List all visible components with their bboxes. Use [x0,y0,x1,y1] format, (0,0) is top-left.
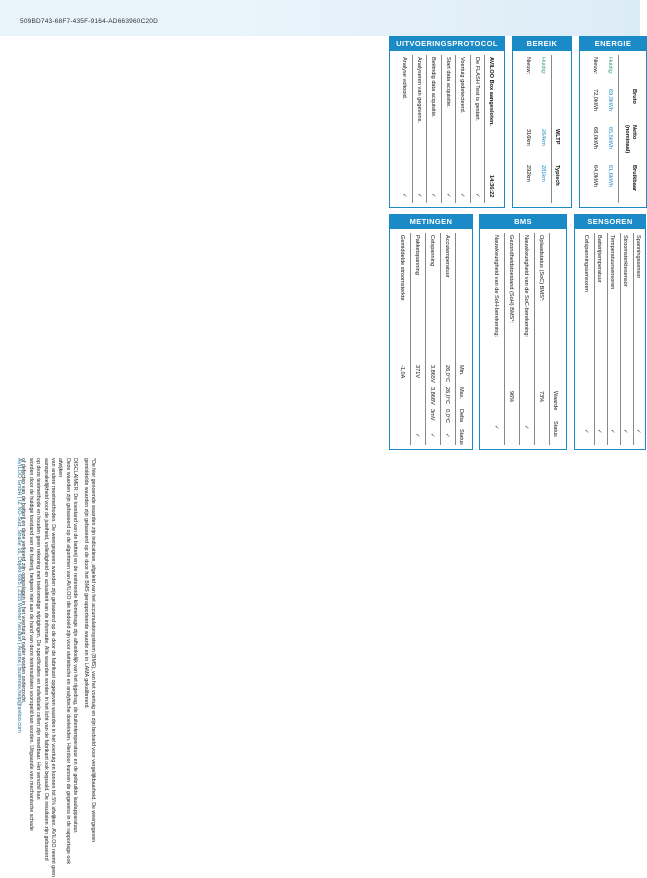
energie-row-label: Nieuw: [592,57,598,75]
footnote-block [19,458,96,878]
energie-row-label: Huidig: [607,57,613,75]
footnote-line: op deze testmethode en houden geen rekening met toekomstige wijzigingen. De specificaties en individuele cellen zijn meetbaar. Het verschil kan [35,458,42,800]
footnote-line: DISCLAIMER: De toestand van de batterij en de resterende kilometrage zijn afhankelijk van het rijgedrag, de buitentemperatuur en de gebruikte laadapparatuur. [72,458,79,834]
metingen-max-value: 3,868V [429,387,435,405]
protocol-step: Voertuig gedetecteerd. [459,57,465,114]
sensor-row-label: Temperatuursensoren [609,235,615,290]
panel-title-bereik: BEREIK [513,37,571,51]
metingen-header-status: Status [458,429,464,445]
footnote-line: worden door de huidige toestand van de batterij, hetgeen niet aan de hand van deze testresultaten voorspeld kan worden. Uitgaande van mechanische schade [27,458,34,831]
check-icon: ✓ [523,425,529,430]
check-icon: ✓ [473,193,480,198]
energie-bruto-value: 69,3kWh [607,89,613,112]
panel-title-metingen: METINGEN [390,215,472,229]
bms-header-waarde: Waarde [552,391,558,411]
bereik-row-label: Nieuw: [525,57,531,75]
row-divider [455,55,456,203]
metingen-min-value: 3,865V [429,365,435,383]
check-icon: ✓ [609,429,615,434]
energie-col-bruto: Bruto [631,89,637,104]
bms-value: 96% [508,391,514,403]
metingen-delta-value: 0,0°C [444,409,450,424]
metingen-min-value: -1,0A [399,365,405,379]
metingen-header-min: Min. [458,365,464,376]
check-icon: ✓ [493,425,499,430]
energie-netto-value: 65,5kWh [607,127,613,150]
energie-bruikbaar-value: 64,0kWh [592,165,598,188]
metingen-header-max: Max. [458,387,464,400]
bereik-col-wltp: WLTP [554,129,560,145]
footer-block [16,458,22,878]
energie-bruikbaar-value: 61,6kWh [607,165,613,188]
row-divider [594,233,595,445]
protocol-time: 14:36:22 [488,175,494,198]
check-icon: ✓ [401,193,407,198]
check-icon: ✓ [622,429,628,434]
row-divider [534,233,535,445]
check-icon: ✓ [596,429,602,434]
panel-uitvoeringsprotocol [389,36,505,208]
energie-netto-value: 68,0kWh [592,127,598,150]
row-divider [440,233,441,445]
energie-col-bruikbaar: Bruikbaar [631,165,637,192]
row-divider [607,233,608,445]
metingen-row-label: Celspanning [429,235,435,267]
document-id: 509BD743-68F7-435F-9164-AD663960C20D [20,18,159,25]
bereik-typisch-value: 281km [540,165,546,182]
check-icon: ✓ [429,433,435,438]
check-icon: ✓ [444,433,450,438]
bms-row-label: Nauwkeurigheid van de SoC-berekening: [523,235,529,337]
row-divider [633,233,634,445]
panel-sensoren [574,214,646,450]
sensor-row-label: Celspanningssensoren [583,235,589,292]
footer-contact: AVILOO GmbH | IZ NÖ-Süd, Straße 16, Objekt 69/5 | 2355 Wiener Neudorf | Austria | business.help@aviloo.com [16,458,22,733]
bms-value: 73% [538,391,544,403]
panel-title-bms: BMS [480,215,566,229]
row-divider [618,55,619,203]
footnote-line: of defecten van de batterij en deze verkeerd zijn opgeslagen in het voertuig of nader worden onderzocht. [20,458,27,704]
bereik-col-typisch: Typisch [554,165,560,186]
metingen-row-label: Pakketspanning [414,235,420,275]
row-divider [425,233,426,445]
check-icon: ✓ [414,433,420,438]
protocol-step: De FLASH Test is gestart. [473,57,480,122]
panel-metingen [389,214,473,450]
energie-bruto-value: 72,0kWh [592,89,598,112]
bereik-wltp-value: 316km [525,129,531,146]
row-divider [455,233,456,445]
check-icon: ✓ [430,193,436,198]
metingen-min-value: 371V [414,365,420,379]
footnote-line: aansprakelijkheid voor de juistheid, volledigheid en actualiteit van de informatie. Alle waarden worden in het licht van de fabrikant ook bepaald. De resultaten zijn gebaseerd [42,458,49,861]
row-divider [426,55,427,203]
check-icon: ✓ [583,429,589,434]
row-divider [484,55,485,203]
bereik-wltp-value: 264km [540,129,546,146]
protocol-step: Analyseren van gegevens. [415,57,422,123]
bms-header-status: Status [552,421,558,437]
metingen-delta-value: 3mV [429,409,435,421]
sensor-row-label: Batterijtemperatuur [596,235,602,283]
footnote-line: Deze waarden zijn gebaseerd op de algoritmen van AVILOO die bedoeld zijn voor statistische en analytische doeleinden. Hierdoor kunnen de gegevens in de rapportage ook afwijken [57,458,71,864]
row-divider [504,233,505,445]
panel-energie [579,36,647,208]
row-divider [620,233,621,445]
row-divider [441,55,442,203]
footnote-line: *De hier genoemde waarden zijn indicatieve, afgeleid van het accumulatorsysteem (BMS), van het voertuig en zijn bedoeld voor vergelijkbaarheid. De weergegeven [90,458,96,843]
bms-row-label: Oplaadstatus (SoC) BMS*: [538,235,544,302]
sensor-row-label: Stroomsterktesensor [622,235,628,287]
metingen-header-delta: Delta [458,409,464,423]
bereik-typisch-value: 292km [525,165,531,182]
sensor-row-label: Spanningssensor [635,235,641,279]
metingen-row-label: Gemiddelde stroomsterkte [399,235,405,301]
row-divider [410,233,411,445]
footnote-text [19,458,96,878]
row-divider [412,55,413,203]
protocol-step: AVILOO Box aangesloten. [488,57,494,126]
panel-title-energie: ENERGIE [580,37,646,51]
metingen-max-value: 26,0°C [444,387,450,405]
row-divider [519,233,520,445]
check-icon: ✓ [635,429,641,434]
bms-row-label: Nauwkeurigheid van de SoH-berekening: [493,235,499,337]
check-icon: ✓ [459,193,465,198]
metingen-row-label: Accutemperatuur [444,235,450,278]
footnote-line: van andere meetmethoden. De weergegeven waarden zijn gebaseerd op de door de fabrikant opgegeven waarden in het voertuig en kunnen tot 5% afwijken. AVILOO neemt geen [49,458,56,877]
protocol-step: Beëindig data acquisitie. [430,57,436,118]
protocol-step: Start data acquisitie. [444,57,451,108]
panel-bereik [512,36,572,208]
row-divider [549,233,550,445]
panel-bms [479,214,567,450]
energie-col-netto: Netto (nominaal) [624,125,637,154]
row-divider [470,55,471,203]
check-icon: ✓ [415,193,422,198]
metingen-min-value: 26,0°C [444,365,450,383]
protocol-step: Analyse voltooid. [401,57,407,100]
bms-row-label: Gezondheidstoestand (SoH) BMS*: [508,235,514,323]
check-icon: ✓ [444,193,451,198]
panel-title-sensoren: SENSOREN [575,215,645,229]
footnote-line: gemiddelde waarden zijn gebaseerd op de door het BMS gerapporteerde waarde en in LAMA gekalibreerd. [82,458,89,709]
row-divider [551,55,552,203]
bereik-row-label: Huidig: [540,57,546,75]
panel-title-uitvoeringsprotocol: UITVOERINGSPROTOCOL [390,37,504,51]
